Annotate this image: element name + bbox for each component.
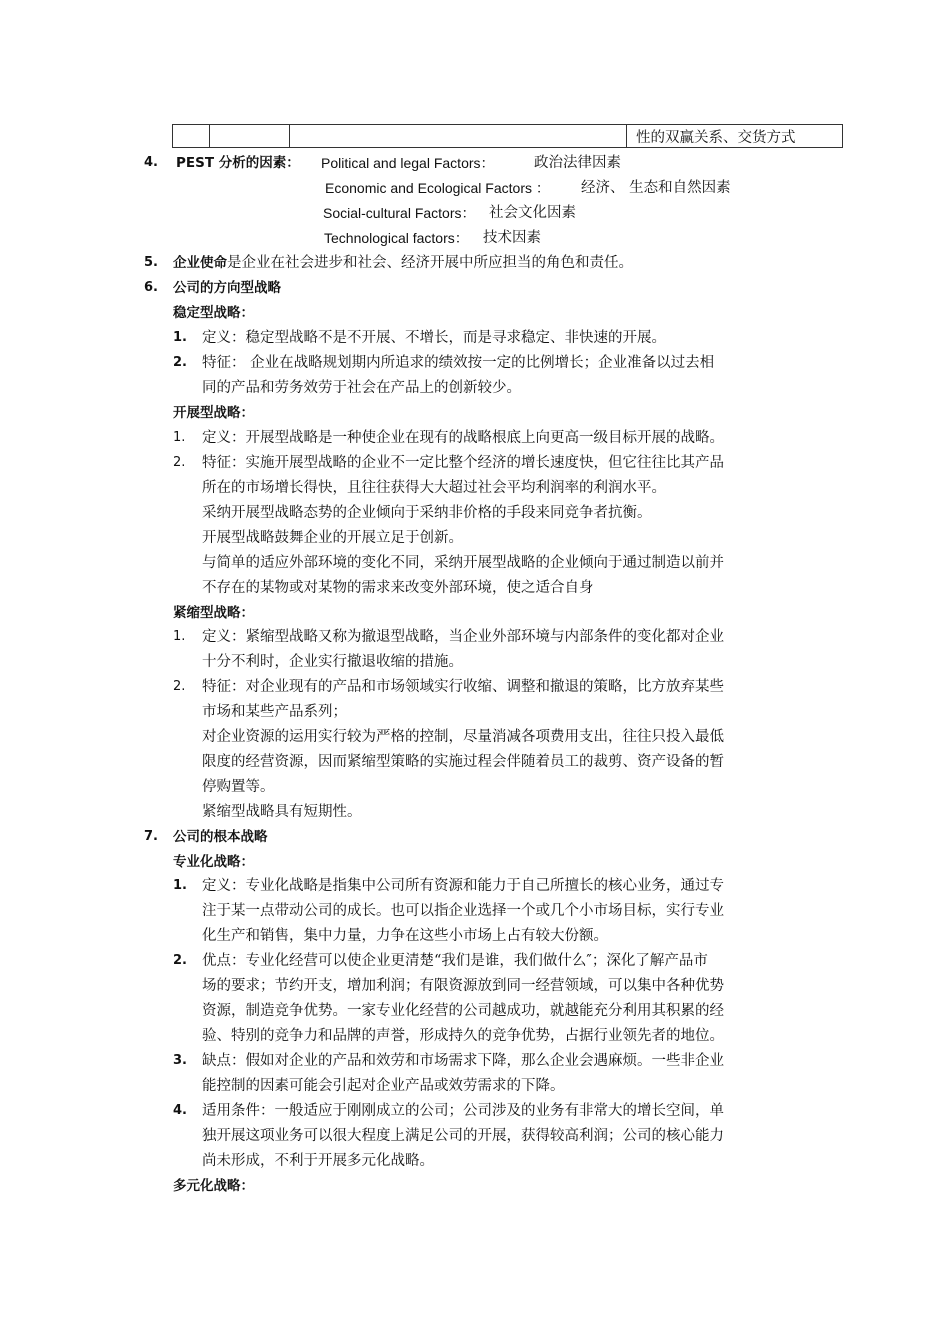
mission-text: 是企业在社会进步和社会、经济开展中所应担当的角色和责任。 xyxy=(227,255,633,271)
table-fragment xyxy=(172,124,843,148)
point-line: 特征： 企业在战略规划期内所追求的绩效按一定的比例增长；企业准备以过去相 xyxy=(202,355,715,371)
point-line: 优点：专业化经营可以使企业更清楚“我们是谁，我们做什么″；深化了解产品市 xyxy=(202,953,708,969)
pest-factor-zh: 政治法律因素 xyxy=(534,155,621,171)
point-line: 采纳开展型战略态势的企业倾向于采纳非价格的手段来同竞争者抗衡。 xyxy=(202,505,652,521)
pest-factor-zh: 技术因素 xyxy=(483,230,541,246)
section-title: 公司的方向型战略 xyxy=(173,280,281,296)
subsection-heading: 专业化战略： xyxy=(173,854,254,870)
table-cell xyxy=(173,125,210,148)
point-number: 1. xyxy=(173,629,186,644)
point-line: 定义：稳定型战略不是不开展、不增长，而是寻求稳定、非快速的开展。 xyxy=(202,330,666,346)
item-number: 4. xyxy=(144,155,158,170)
point-line: 定义：专业化战略是指集中公司所有资源和能力于自己所擅长的核心业务，通过专 xyxy=(202,878,724,894)
point-number: 4. xyxy=(173,1103,187,1118)
point-line: 十分不利时，企业实行撤退收缩的措施。 xyxy=(202,654,463,670)
subsection-heading: 稳定型战略： xyxy=(173,305,254,321)
table-cell xyxy=(210,125,290,148)
table-cell: 性的双赢关系、交货方式 xyxy=(627,125,843,148)
pest-factor-en: Technological factors： xyxy=(324,230,469,246)
mission-term: 企业使命 xyxy=(173,255,227,271)
point-number: 3. xyxy=(173,1053,187,1068)
point-line: 与简单的适应外部环境的变化不同，采纳开展型战略的企业倾向于通过制造以前并 xyxy=(202,555,724,571)
item-number: 6. xyxy=(144,280,158,295)
point-line: 缺点：假如对企业的产品和效劳和市场需求下降，那么企业会遇麻烦。一些非企业 xyxy=(202,1053,724,1069)
item-number: 5. xyxy=(144,255,158,270)
item-number: 7. xyxy=(144,829,158,844)
point-line: 验、特别的竞争力和品牌的声誉，形成持久的竞争优势，占据行业领先者的地位。 xyxy=(202,1028,724,1044)
point-line: 化生产和销售，集中力量，力争在这些小市场上占有较大份额。 xyxy=(202,928,608,944)
point-line: 适用条件：一般适应于刚刚成立的公司；公司涉及的业务有非常大的增长空间，单 xyxy=(202,1103,724,1119)
point-line: 特征：对企业现有的产品和市场领域实行收缩、调整和撤退的策略，比方放弃某些 xyxy=(202,679,724,695)
point-number: 2. xyxy=(173,679,186,694)
point-line: 资源，制造竞争优势。一家专业化经营的公司越成功，就越能充分利用其积累的经 xyxy=(202,1003,724,1019)
table-cell xyxy=(290,125,627,148)
point-line: 注于某一点带动公司的成长。也可以指企业选择一个或几个小市场目标，实行专业 xyxy=(202,903,724,919)
subsection-heading: 紧缩型战略： xyxy=(173,605,254,621)
point-line: 市场和某些产品系列； xyxy=(202,704,347,720)
point-line: 紧缩型战略具有短期性。 xyxy=(202,804,362,820)
point-line: 能控制的因素可能会引起对企业产品或效劳需求的下降。 xyxy=(202,1078,565,1094)
point-line: 对企业资源的运用实行较为严格的控制，尽量消减各项费用支出，往往只投入最低 xyxy=(202,729,724,745)
section-title: 公司的根本战略 xyxy=(173,829,268,845)
pest-factor-en: Economic and Ecological Factors ： xyxy=(325,180,550,196)
point-line: 同的产品和劳务效劳于社会在产品上的创新较少。 xyxy=(202,380,521,396)
pest-factor-en: Political and legal Factors： xyxy=(321,155,495,171)
point-number: 1. xyxy=(173,878,187,893)
point-line: 场的要求；节约开支，增加利润；有限资源放到同一经营领域，可以集中各种优势 xyxy=(202,978,724,994)
point-line: 独开展这项业务可以很大程度上满足公司的开展，获得较高利润；公司的核心能力 xyxy=(202,1128,724,1144)
point-number: 1. xyxy=(173,330,187,345)
point-number: 2. xyxy=(173,455,186,470)
point-line: 开展型战略鼓舞企业的开展立足于创新。 xyxy=(202,530,463,546)
point-line: 尚未形成，不利于开展多元化战略。 xyxy=(202,1153,434,1169)
point-line: 不存在的某物或对某物的需求来改变外部环境，使之适合自身 xyxy=(202,580,594,596)
point-line: 停购置等。 xyxy=(202,779,275,795)
pest-label: PEST 分析的因素： xyxy=(176,155,300,171)
pest-factor-en: Social-cultural Factors： xyxy=(323,205,476,221)
point-number: 2. xyxy=(173,355,187,370)
point-line: 限度的经营资源，因而紧缩型策略的实施过程会伴随着员工的裁剪、资产设备的暂 xyxy=(202,754,724,770)
subsection-heading: 多元化战略： xyxy=(173,1178,254,1194)
mission-paragraph xyxy=(173,253,633,273)
pest-factor-zh: 经济、 生态和自然因素 xyxy=(581,180,731,196)
point-line: 所在的市场增长得快，且往往获得大大超过社会平均利润率的利润水平。 xyxy=(202,480,666,496)
pest-factor-zh: 社会文化因素 xyxy=(489,205,576,221)
subsection-heading: 开展型战略： xyxy=(173,405,254,421)
point-number: 1. xyxy=(173,430,186,445)
table-row xyxy=(173,125,843,148)
point-line: 定义：紧缩型战略又称为撤退型战略，当企业外部环境与内部条件的变化都对企业 xyxy=(202,629,724,645)
point-line: 定义：开展型战略是一种使企业在现有的战略根底上向更高一级目标开展的战略。 xyxy=(202,430,724,446)
point-number: 2. xyxy=(173,953,187,968)
point-line: 特征：实施开展型战略的企业不一定比整个经济的增长速度快，但它往往比其产品 xyxy=(202,455,724,471)
